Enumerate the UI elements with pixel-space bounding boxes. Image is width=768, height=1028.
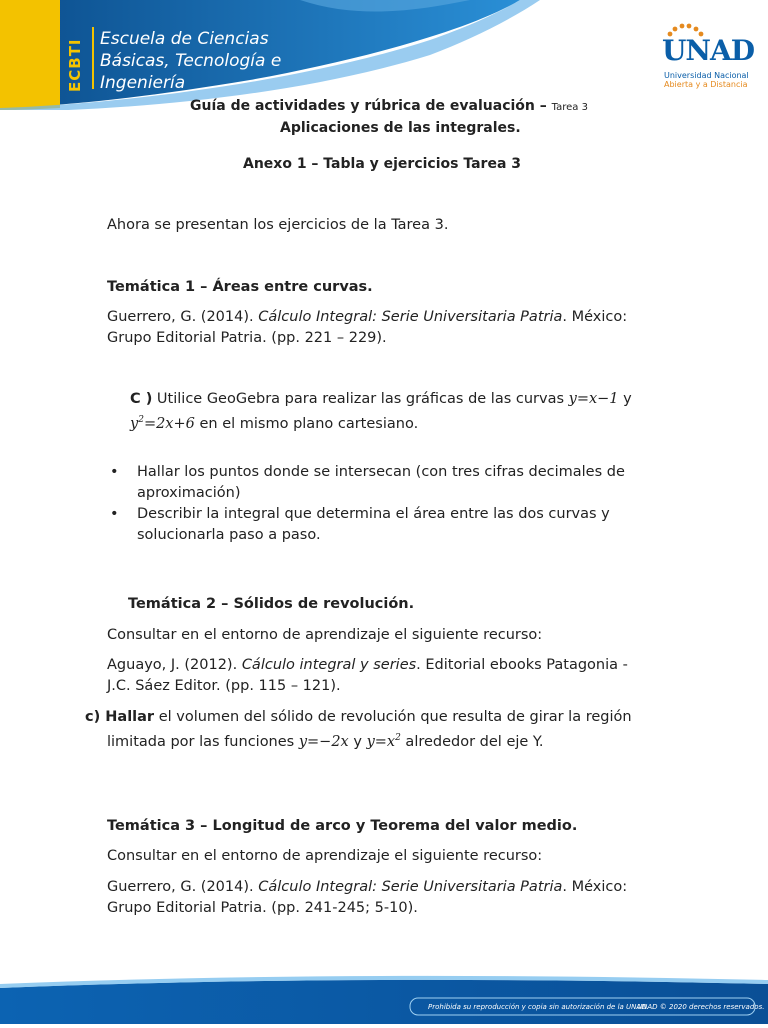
footer-notice: Prohibida su reproducción y copia sin autorización de la UNAD. <box>428 1003 649 1011</box>
t1-heading: Temática 1 – Áreas entre curvas. <box>107 279 373 295</box>
school-name: Escuela de Ciencias Básicas, Tecnología e Ingeniería <box>100 29 282 93</box>
annex-title: Anexo 1 – Tabla y ejercicios Tarea 3 <box>243 156 522 172</box>
ecbti-label: ECBTI <box>66 38 84 92</box>
t2-consult: Consultar en el entorno de aprendizaje el siguiente recurso: <box>107 627 543 643</box>
list-item: • Describir la integral que determina el área entre las dos curvas y solucionarla paso a paso. <box>107 504 667 546</box>
logo-word: UNAD <box>662 34 755 67</box>
unad-logo <box>660 22 755 92</box>
list-item: • Hallar los puntos donde se intersecan (con tres cifras decimales de aproximación) <box>107 462 667 504</box>
logo-subtitle-1: Universidad Nacional <box>664 71 749 80</box>
logo-subtitle-2: Abierta y a Distancia <box>664 80 748 89</box>
intro-text: Ahora se presentan los ejercicios de la Tarea 3. <box>107 217 449 233</box>
footer-copyright: UNAD © 2020 derechos reservados. <box>637 1003 765 1011</box>
t3-consult: Consultar en el entorno de aprendizaje el siguiente recurso: <box>107 848 543 864</box>
t2-reference: Aguayo, J. (2012). Cálculo integral y series. Editorial ebooks Patagonia - J.C. Sáez Editor. (pp. 115 – 121). <box>107 657 628 694</box>
t1-reference: Guerrero, G. (2014). Cálculo Integral: Serie Universitaria Patria. México: Grupo Editorial Patria. (pp. 221 – 229). <box>107 309 628 346</box>
footer-banner <box>0 974 768 1024</box>
t2-heading: Temática 2 – Sólidos de revolución. <box>128 596 415 612</box>
footer-wave-graphic <box>0 974 768 1024</box>
t3-heading: Temática 3 – Longitud de arco y Teorema del valor medio. <box>107 818 578 834</box>
t1-bullet-list <box>107 462 667 546</box>
t3-reference: Guerrero, G. (2014). Cálculo Integral: Serie Universitaria Patria. México: Grupo Editorial Patria. (pp. 241-245; 5-10). <box>107 879 628 916</box>
doc-subtitle: Aplicaciones de las integrales. <box>280 120 521 136</box>
t1-exercise: C ) Utilice GeoGebra para realizar las gráficas de las curvas y=x−1 y $y^2=2x+6$ en el mismo plano cartesiano. <box>130 391 632 432</box>
doc-title: Guía de actividades y rúbrica de evaluación – Tarea 3 <box>190 98 588 114</box>
t2-exercise: c) Hallar el volumen del sólido de revolución que resulta de girar la región limitada por las funciones y=−2x y $y=x^2$ alrededor del eje Y. <box>85 709 632 750</box>
header-divider <box>92 27 94 89</box>
